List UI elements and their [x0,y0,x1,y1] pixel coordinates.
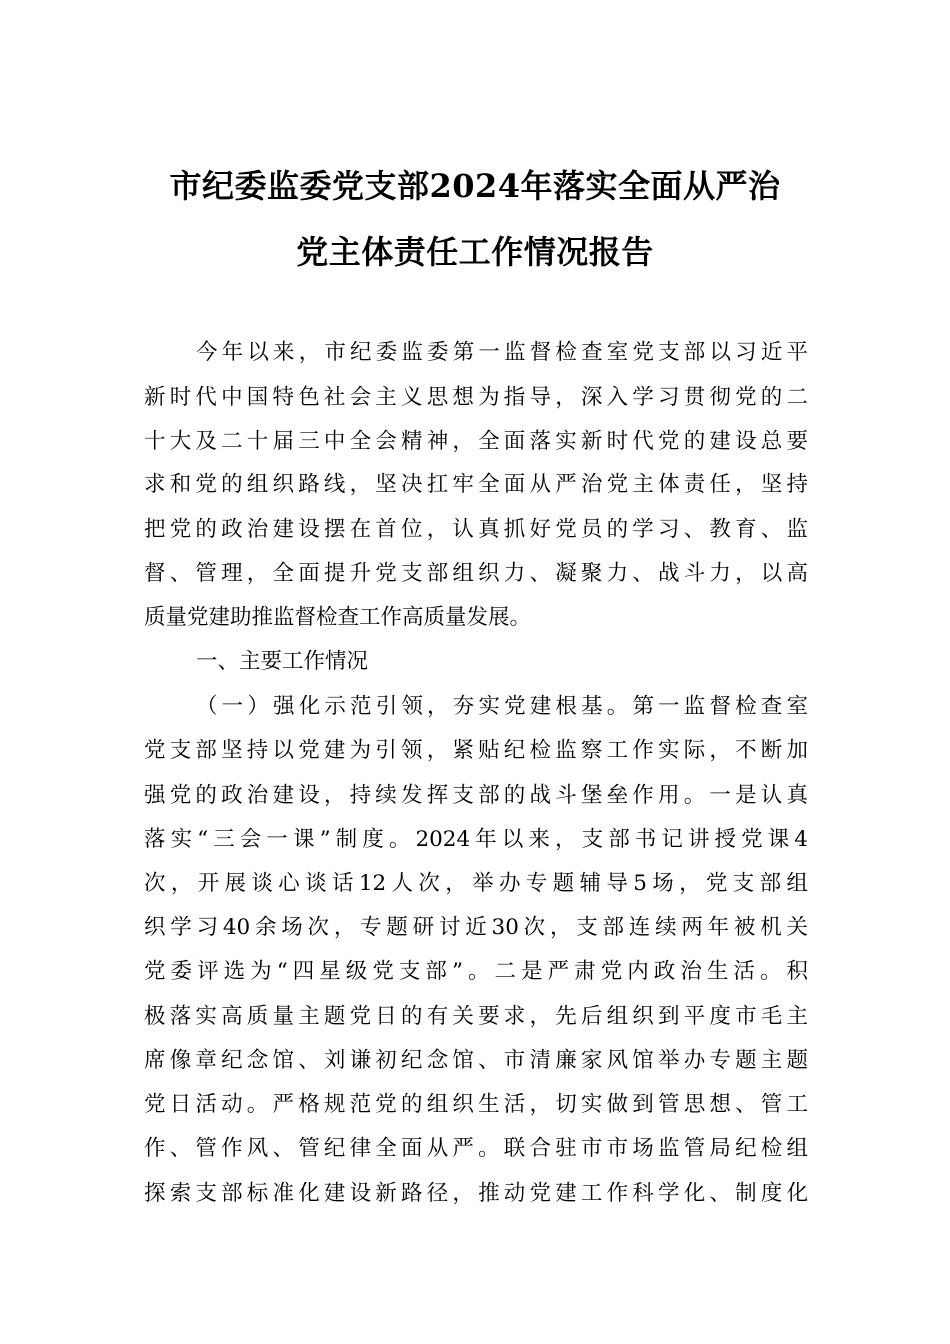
intro-paragraph-line: 今年以来，市纪委监委第一监督检查室党支部以习近平 [196,340,808,365]
subsection-heading: （一）强化示范引领，夯实党建根基。 [196,694,633,719]
intro-paragraph-line: 求和党的组织路线，坚决扛牢全面从严治党主体责任，坚持 [144,472,808,497]
body-paragraph-line: 党委评选为“四星级党支部”。二是严肃党内政治生活。积 [144,959,808,984]
document-title-line-1: 市纪委监委党支部2024年落实全面从严治 [169,167,781,205]
subsection-first-line [196,690,808,724]
intro-paragraph-line: 质量党建助推监督检查工作高质量发展。 [144,605,532,630]
intro-paragraph-line: 督、管理，全面提升党支部组织力、凝聚力、战斗力，以高 [144,561,808,586]
body-paragraph-line: 探索支部标准化建设新路径，推动党建工作科学化、制度化 [144,1181,808,1206]
body-paragraph-line: 党支部坚持以党建为引领，紧贴纪检监察工作实际，不断加 [144,738,808,763]
body-paragraph-line: 党日活动。严格规范党的组织生活，切实做到管思想、管工 [144,1092,808,1117]
body-paragraph-line: 极落实高质量主题党日的有关要求，先后组织到平度市毛主 [144,1004,808,1029]
body-paragraph-line: 强党的政治建设，持续发挥支部的战斗堡垒作用。一是认真 [144,783,808,808]
intro-paragraph-line: 把党的政治建设摆在首位，认真抓好党员的学习、教育、监 [144,517,808,542]
body-paragraph-line: 织学习40余场次，专题研讨近30次，支部连续两年被机关 [144,915,808,940]
body-paragraph-line: 席像章纪念馆、刘谦初纪念馆、市清廉家风馆举办专题主题 [144,1048,808,1073]
body-paragraph-line: 落实“三会一课”制度。2024年以来，支部书记讲授党课4 [144,827,808,852]
intro-paragraph-line: 十大及二十届三中全会精神，全面落实新时代党的建设总要 [144,429,808,454]
subsection-first-line-text: 第一监督检查室 [632,694,808,719]
body-paragraph-line: 作、管作风、管纪律全面从严。联合驻市市场监管局纪检组 [144,1136,808,1161]
body-paragraph-line: 次，开展谈心谈话12人次，举办专题辅导5场，党支部组 [144,871,808,896]
intro-paragraph-line: 新时代中国特色社会主义思想为指导，深入学习贯彻党的二 [144,385,808,410]
section-heading: 一、主要工作情况 [196,649,369,674]
document-title-line-2: 党主体责任工作情况报告 [296,233,654,271]
